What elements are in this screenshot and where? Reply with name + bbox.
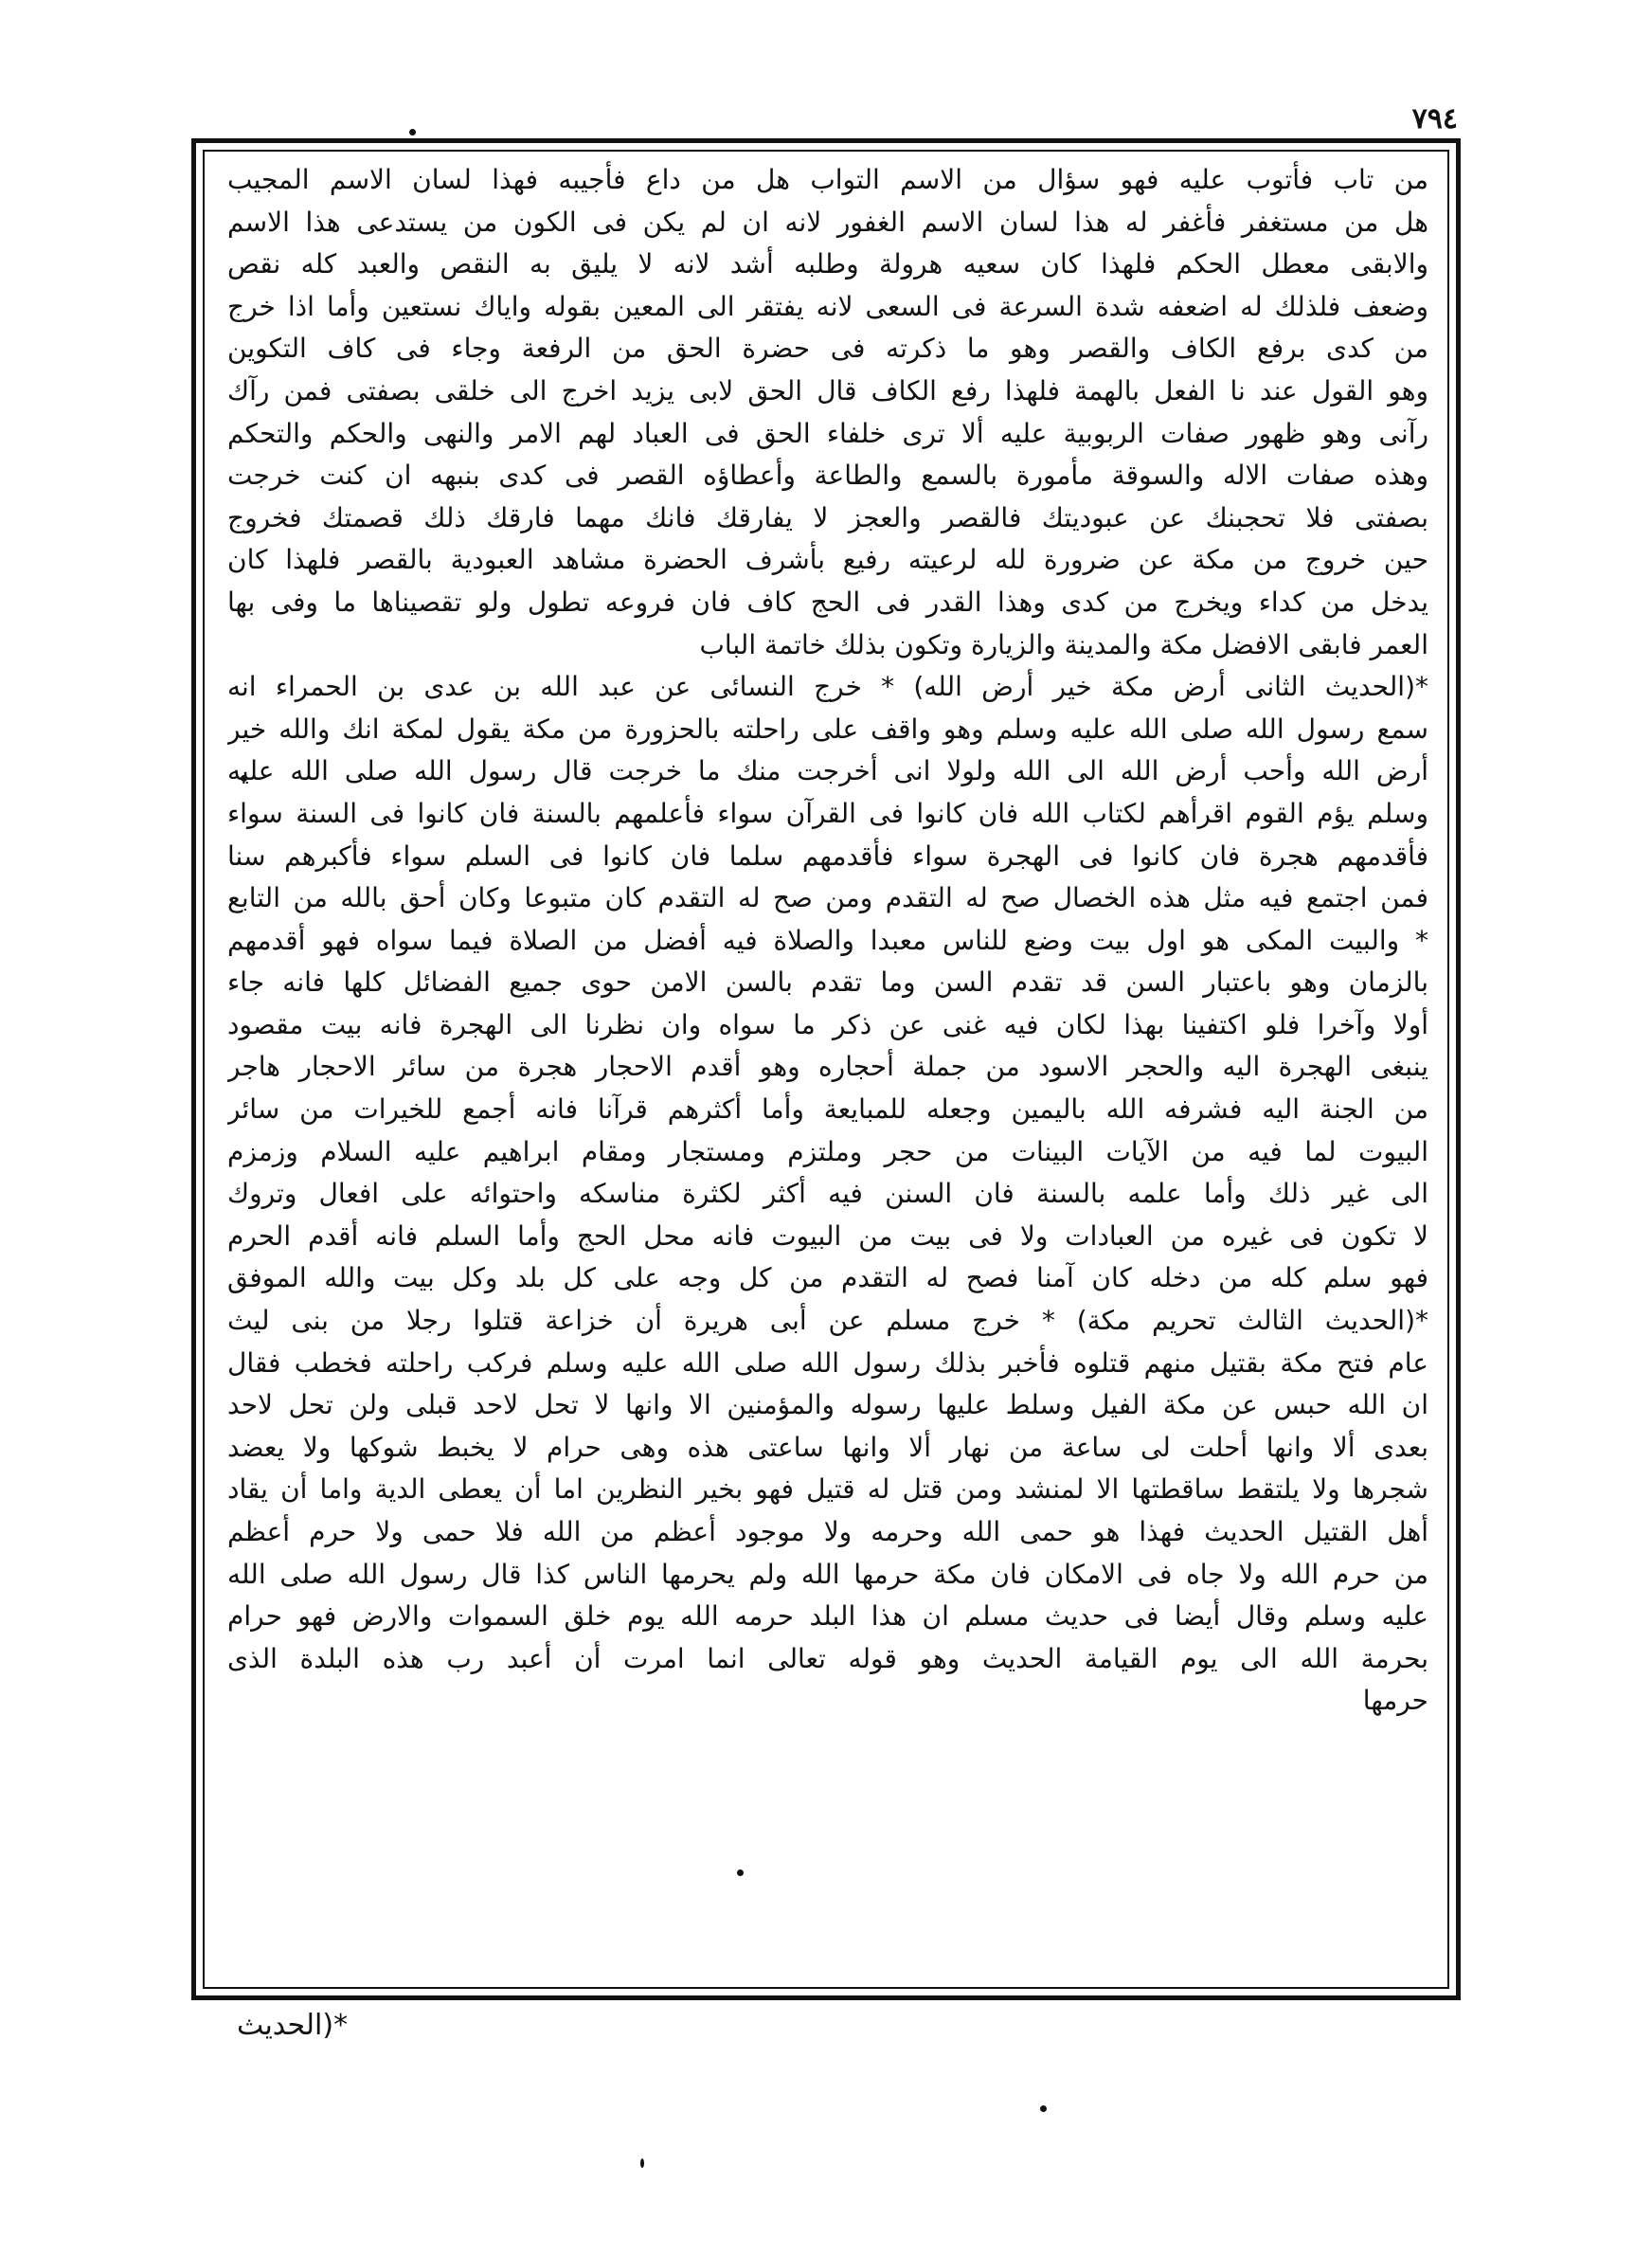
- text-line: بعدى ألا وانها أحلت لى ساعة من نهار ألا وانها ساعتى هذه وهى حرام لا يخبط شوكها ولا يعضد: [227, 1431, 1428, 1463]
- text-line: فمن اجتمع فيه مثل هذه الخصال صح له التقدم ومن صح له التقدم كان متبوعا وكان أحق بالله من التابع: [227, 882, 1428, 914]
- text-line: وهذه صفات الاله والسوقة مأمورة بالسمع والطاعة وأعطاؤه القصر فى كدى بنبهه ان كنت خرجت: [227, 460, 1428, 492]
- ink-speck: [409, 129, 416, 135]
- text-line: فأقدمهم هجرة فان كانوا فى الهجرة سواء فأقدمهم سلما فان كانوا فى السلم سواء فأكبرهم سنا: [227, 840, 1428, 872]
- hadith-heading-line: *(الحديث الثانى أرض مكة خير أرض الله) * خرج النسائى عن عبد الله بن عدى بن الحمراء انه: [227, 671, 1428, 703]
- text-line: من الجنة اليه فشرفه الله باليمين وجعله للمبايعة وأما أكثرهم قرآنا فانه أجمع للخيرات من سائر: [227, 1093, 1428, 1126]
- text-line: العمر فابقى الافضل مكة والمدينة والزيارة وتكون بذلك خاتمة الباب: [699, 628, 1428, 660]
- text-line: البيوت لما فيه من الآيات البينات من حجر وملتزم ومستجار ومقام ابراهيم عليه السلام وزمزم: [227, 1135, 1428, 1167]
- text-line: ان الله حبس عن مكة الفيل وسلط عليها رسوله والمؤمنين الا وانها لا تحل لاحد قبلى ولن تحل لاحد: [227, 1389, 1428, 1421]
- text-line: * والبيت المكى هو اول بيت وضع للناس معبدا والصلاة فيه أفضل من الصلاة فيما سواه فهو أقدمهم: [227, 924, 1428, 956]
- text-line: أولا وآخرا فلو اكتفينا بهذا لكان فيه غنى عن ذكر ما سواه وان نظرنا الى الهجرة فانه بيت مقصود: [227, 1008, 1428, 1040]
- text-line: الى غير ذلك وأما علمه بالسنة فان السنن فيه أكثر لكثرة مناسكه واحتوائه على افعال وتروك: [227, 1178, 1428, 1210]
- page-number: ٧٩٤: [1411, 102, 1458, 135]
- ink-speck: [640, 2158, 644, 2168]
- text-line: فهو سلم كله من دخله كان آمنا فصح له التقدم من كل وجه على كل بلد وكل بيت والله الموفق: [227, 1262, 1428, 1294]
- hadith-heading-line: *(الحديث الثالث تحريم مكة) * خرج مسلم عن أبى هريرة أن خزاعة قتلوا رجلا من بنى ليث: [227, 1305, 1428, 1337]
- text-line: من كدى برفع الكاف والقصر وهو ما ذكرته فى حضرة الحق من الرفعة وجاء فى كاف التكوين: [227, 333, 1428, 365]
- text-line: حين خروج من مكة عن ضرورة لله لرعيته رفيع بأشرف الحضرة مشاهد العبودية بالقصر فلهذا كان: [227, 544, 1428, 576]
- text-line: أهل القتيل الحديث فهذا هو حمى الله وحرمه ولا موجود أعظم من الله فلا حمى ولا حرم أعظم: [227, 1516, 1428, 1547]
- text-line: من حرم الله ولا جاه فى الامكان فان مكة حرمها الله ولم يحرمها الناس كذا قال رسول الله صلى الله: [227, 1558, 1428, 1590]
- text-line: وهو القول عند نا الفعل بالهمة فلهذا رفع الكاف قال الحق لابى يزيد اخرج الى خلقى بصفتى فمن رآك: [227, 374, 1428, 406]
- text-line: وسلم يؤم القوم اقرأهم لكتاب الله فان كانوا فى القرآن سواء فأعلمهم بالسنة فان كانوا فى السنة سواء: [227, 797, 1428, 829]
- ink-speck: [1040, 2105, 1047, 2112]
- text-line: بحرمة الله الى يوم القيامة الحديث وهو قوله تعالى انما امرت أن أعبد رب هذه البلدة الذى: [227, 1642, 1428, 1674]
- text-line: هل من مستغفر فأغفر له هذا لسان الاسم الغفور لانه ان لم يكن فى الكون من يستدعى هذا الاسم: [227, 206, 1428, 238]
- main-text-block: [227, 159, 1428, 1978]
- text-line: بصفتى فلا تحجبنك عن عبوديتك فالقصر والعجز لا يفارقك فانك مهما فارقك ذلك قصمتك فخروج: [227, 501, 1428, 533]
- text-line: ينبغى الهجرة اليه والحجر الاسود من جملة أحجاره وهو أقدم الاحجار هجرة من سائر الاحجار هاجر: [227, 1051, 1428, 1083]
- text-line: عليه وسلم وقال أيضا فى حديث مسلم ان هذا البلد حرمه الله يوم خلق السموات والارض فهو حرام: [227, 1600, 1428, 1633]
- text-line: بالزمان وهو باعتبار السن قد تقدم السن وما تقدم بالسن الامن حوى جميع الفضائل كلها فانه جاء: [227, 966, 1428, 999]
- text-line: من تاب فأتوب عليه فهو سؤال من الاسم التواب هل من داع فأجيبه فهذا لسان الاسم المجيب: [227, 164, 1428, 195]
- text-line: يدخل من كداء ويخرج من كدى وهذا القدر فى الحج كاف فان فروعه تطول ولو تقصيناها ما وفى بها: [227, 586, 1428, 618]
- text-line: لا تكون فى غيره من العبادات ولا فى بيت من البيوت فانه محل الحج وأما السلم فانه أقدم الحرم: [227, 1219, 1428, 1252]
- text-line: رآنى وهو ظهور صفات الربوبية عليه ألا ترى خلفاء الحق فى العباد لهم الامر والنهى والحكم والتحكم: [227, 417, 1428, 449]
- text-line: عام فتح مكة بقتيل منهم قتلوه فأخبر بذلك رسول الله صلى الله عليه وسلم فركب راحلته فخطب فقال: [227, 1346, 1428, 1379]
- text-line: شجرها ولا يلتقط ساقطتها الا لمنشد ومن قتل له قتيل فهو بخير النظرين اما أن يعطى الدية واما أن يقاد: [227, 1473, 1428, 1506]
- catchword: *(الحديث: [237, 2009, 349, 2042]
- text-line: والابقى معطل الحكم فلهذا كان سعيه هرولة وطلبه أشد لانه لا يليق به النقص والعبد كله نقص: [227, 248, 1428, 280]
- text-line: وضعف فلذلك له اضعفه شدة السرعة فى السعى لانه يفتقر الى المعين بقوله واياك نستعين وأما اذا خرج: [227, 290, 1428, 322]
- text-line: أرض الله وأحب أرض الله الى الله ولولا انى أخرجت منك ما خرجت قال رسول الله صلى الله عليه: [227, 755, 1428, 787]
- text-line: سمع رسول الله صلى الله عليه وسلم وهو واقف على راحلته بالحزورة من مكة يقول لمكة انك والله خير: [227, 713, 1428, 745]
- text-line: حرمها: [1362, 1685, 1428, 1717]
